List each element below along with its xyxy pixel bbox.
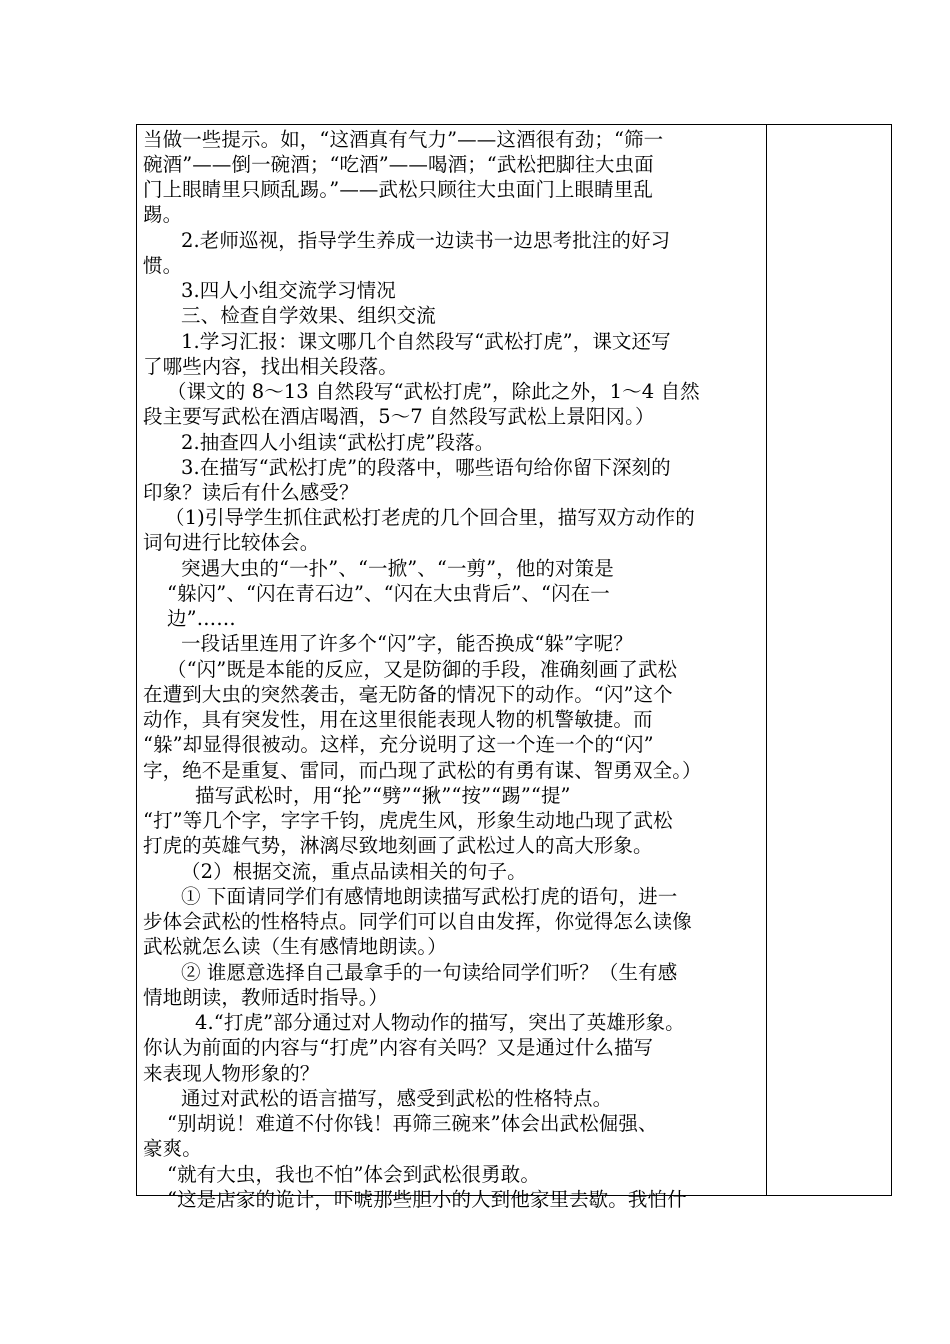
text-line: 4.“打虎”部分通过对人物动作的描写，突出了英雄形象。: [195, 1011, 685, 1034]
text-line: 1.学习汇报：课文哪几个自然段写“武松打虎”，课文还写: [181, 330, 671, 353]
text-line: ② 谁愿意选择自己最拿手的一句读给同学们听？（生有感: [181, 961, 678, 984]
text-line: ① 下面请同学们有感情地朗读描写武松打虎的语句，进一: [181, 885, 678, 908]
text-line: 豪爽。: [143, 1137, 202, 1160]
text-line: （1)引导学生抓住武松打老虎的几个回合里，描写双方动作的: [165, 506, 695, 529]
text-line: 3.在描写“武松打虎”的段落中，哪些语句给你留下深刻的: [181, 456, 671, 479]
text-line: 了哪些内容，找出相关段落。: [143, 355, 398, 378]
text-line: “躲闪”、“闪在青石边”、“闪在大虫背后”、“闪在一: [167, 582, 610, 605]
text-line: 碗酒”——倒一碗酒；“吃酒”——喝酒；“武松把脚往大虫面: [143, 153, 654, 176]
text-line: 踢。: [143, 203, 183, 226]
text-line: 你认为前面的内容与“打虎”内容有关吗？又是通过什么描写: [143, 1036, 654, 1059]
text-line: 通过对武松的语言描写，感受到武松的性格特点。: [181, 1087, 613, 1110]
text-line: “躲”却显得很被动。这样，充分说明了这一个连一个的“闪”: [143, 733, 654, 756]
text-line: 2.抽查四人小组读“武松打虎”段落。: [181, 431, 495, 454]
text-line: 情地朗读，教师适时指导。）: [143, 986, 389, 1009]
text-line: “这是店家的诡计，吓唬那些胆小的人到他家里去歇。我怕什: [167, 1188, 687, 1211]
text-line: 突遇大虫的“一扑”、“一掀”、“一剪”，他的对策是: [181, 557, 614, 580]
lesson-plan-table: [136, 124, 892, 1211]
text-line: 三、检查自学效果、组织交流: [181, 304, 436, 327]
text-line: 惯。: [143, 254, 183, 277]
text-line: 边”……: [167, 607, 236, 630]
text-line: 印象？读后有什么感受？: [143, 481, 359, 504]
text-line: 字，绝不是重复、雷同，而凸现了武松的有勇有谋、智勇双全。）: [143, 759, 702, 782]
notes-cell: [767, 125, 891, 1195]
text-line: 一段话里连用了许多个“闪”字，能否换成“躲”字呢？: [181, 632, 633, 655]
text-line: “就有大虫，我也不怕”体会到武松很勇敢。: [167, 1163, 540, 1186]
text-line: 来表现人物形象的？: [143, 1062, 320, 1085]
text-line: 动作，具有突发性，用在这里很能表现人物的机警敏捷。而: [143, 708, 653, 731]
text-line: 当做一些提示。如，“这酒真有气力”——这酒很有劲；“筛一: [143, 128, 664, 151]
text-line: （课文的 8～13 自然段写“武松打虎”，除此之外，1～4 自然: [167, 380, 700, 403]
text-line: 2.老师巡视，指导学生养成一边读书一边思考批注的好习: [181, 229, 671, 252]
text-line: 词句进行比较体会。: [143, 531, 320, 554]
text-line: 打虎的英雄气势，淋漓尽致地刻画了武松过人的高大形象。: [143, 834, 653, 857]
text-line: 在遭到大虫的突然袭击，毫无防备的情况下的动作。“闪”这个: [143, 683, 673, 706]
text-line: （“闪”既是本能的反应，又是防御的手段，准确刻画了武松: [167, 658, 678, 681]
text-line: “打”等几个字，字字千钧，虎虎生风，形象生动地凸现了武松: [143, 809, 673, 832]
text-line: 3.四人小组交流学习情况: [181, 279, 396, 302]
text-line: （2）根据交流，重点品读相关的句子。: [181, 860, 527, 883]
text-line: “别胡说！难道不付你钱！再筛三碗来”体会出武松倔强、: [167, 1112, 658, 1135]
lesson-content-cell: [143, 127, 761, 1211]
text-line: 段主要写武松在酒店喝酒，5～7 自然段写武松上景阳冈。）: [143, 405, 655, 428]
text-line: 门上眼睛里只顾乱踢。”——武松只顾往大虫面门上眼睛里乱: [143, 178, 653, 201]
text-line: 描写武松时，用“抡”“劈”“揪”“按”“踢”“提”: [195, 784, 571, 807]
text-line: 步体会武松的性格特点。同学们可以自由发挥，你觉得怎么读像: [143, 910, 692, 933]
text-line: 武松就怎么读（生有感情地朗读。）: [143, 935, 447, 958]
